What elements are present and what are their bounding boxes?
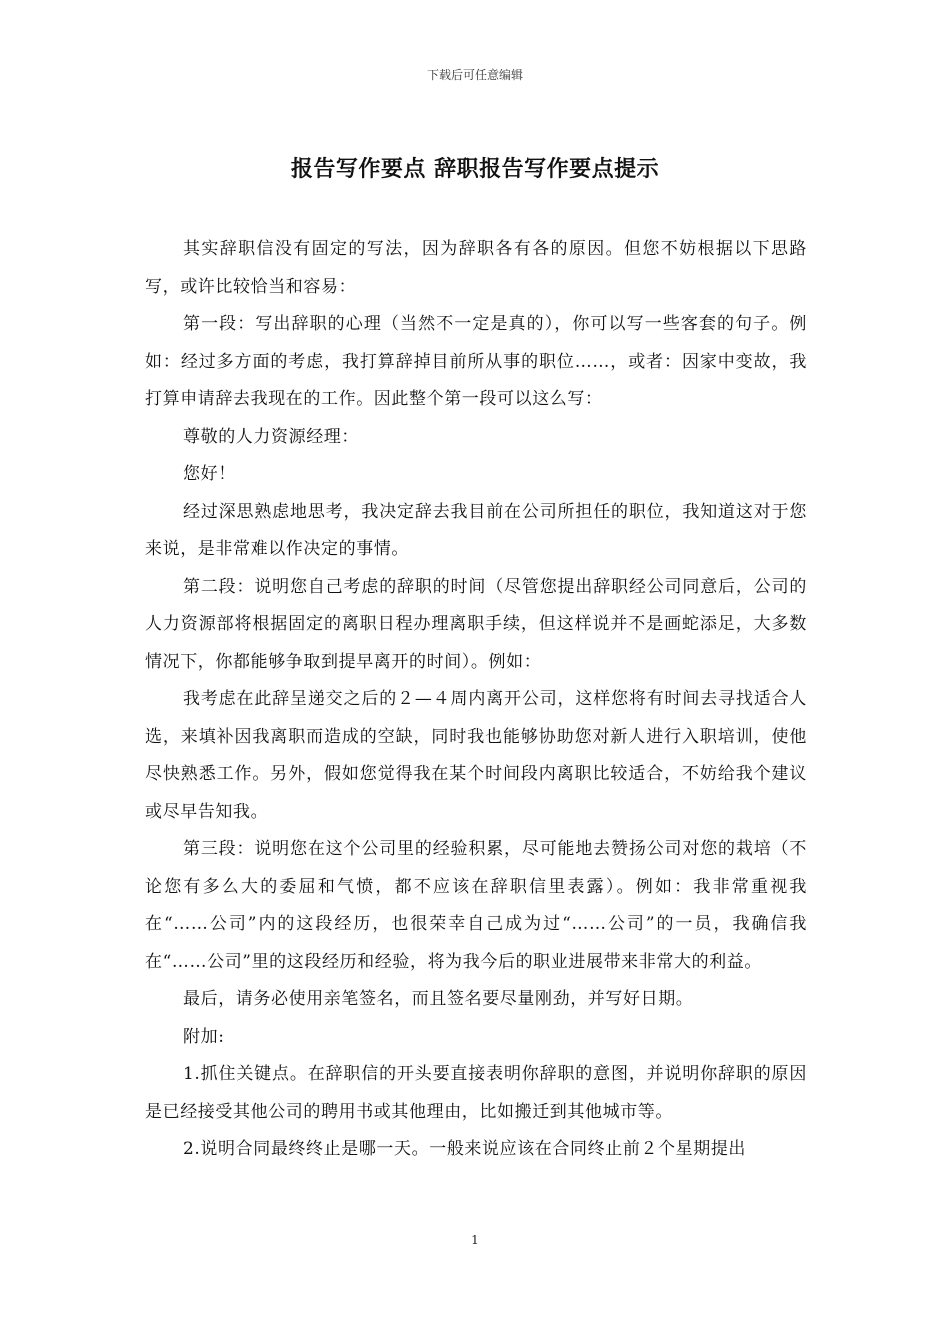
paragraph-second-section: 第二段：说明您自己考虑的辞职的时间（尽管您提出辞职经公司同意后，公司的人力资源部将根据固定的离职日程办理离职手续，但这样说并不是画蛇添足，大多数情况下，你都能够争取到提早离开的时间）。例如： [145, 576, 807, 672]
paragraph-greeting: 您好！ [183, 464, 236, 484]
paragraph-example-two: 我考虑在此辞呈递交之后的２—４周内离开公司，这样您将有时间去寻找适合人选，来填补因我离职而造成的空缺，同时我也能够协助您对新人进行入职培训，使他尽快熟悉工作。另外，假如您觉得我在某个时间段内离职比较适合，不妨给我个建议或尽早告知我。 [145, 689, 807, 822]
paragraph-third-section: 第三段：说明您在这个公司里的经验积累，尽可能地去赞扬公司对您的栽培（不论您有多么大的委屈和气愤，都不应该在辞职信里表露）。例如：我非常重视我在“……公司”内的这段经历，也很荣幸自己成为过“……公司”的一员，我确信我在“……公司”里的这段经历和经验，将为我今后的职业进展带来非常大的利益。 [145, 839, 807, 972]
paragraph-example-one: 经过深思熟虑地思考，我决定辞去我目前在公司所担任的职位，我知道这对于您来说，是非常难以作决定的事情。 [145, 501, 807, 559]
header-note: 下载后可任意编辑 [426, 68, 523, 82]
paragraph-appendix-item-2: 2.说明合同最终终止是哪一天。一般来说应该在合同终止前２个星期提出 [183, 1139, 747, 1159]
document-title: 报告写作要点 辞职报告写作要点提示 [290, 156, 660, 182]
paragraph-closing: 最后，请务必使用亲笔签名，而且签名要尽量刚劲，并写好日期。 [183, 989, 694, 1009]
paragraph-appendix-item-1: 1.抓住关键点。在辞职信的开头要直接表明你辞职的意图，并说明你辞职的原因是已经接受其他公司的聘用书或其他理由，比如搬迁到其他城市等。 [145, 1064, 807, 1122]
document-body [145, 231, 807, 1169]
page-number: 1 [471, 1233, 479, 1247]
paragraph-first-section: 第一段：写出辞职的心理（当然不一定是真的），你可以写一些客套的句子。例如：经过多方面的考虑，我打算辞掉目前所从事的职位……，或者：因家中变故，我打算申请辞去我现在的工作。因此整个第一段可以这么写： [145, 314, 807, 409]
paragraph-intro: 其实辞职信没有固定的写法，因为辞职各有各的原因。但您不妨根据以下思路写，或许比较恰当和容易： [145, 239, 807, 297]
paragraph-appendix-heading: 附加: [183, 1026, 225, 1047]
paragraph-salutation: 尊敬的人力资源经理： [183, 426, 359, 447]
